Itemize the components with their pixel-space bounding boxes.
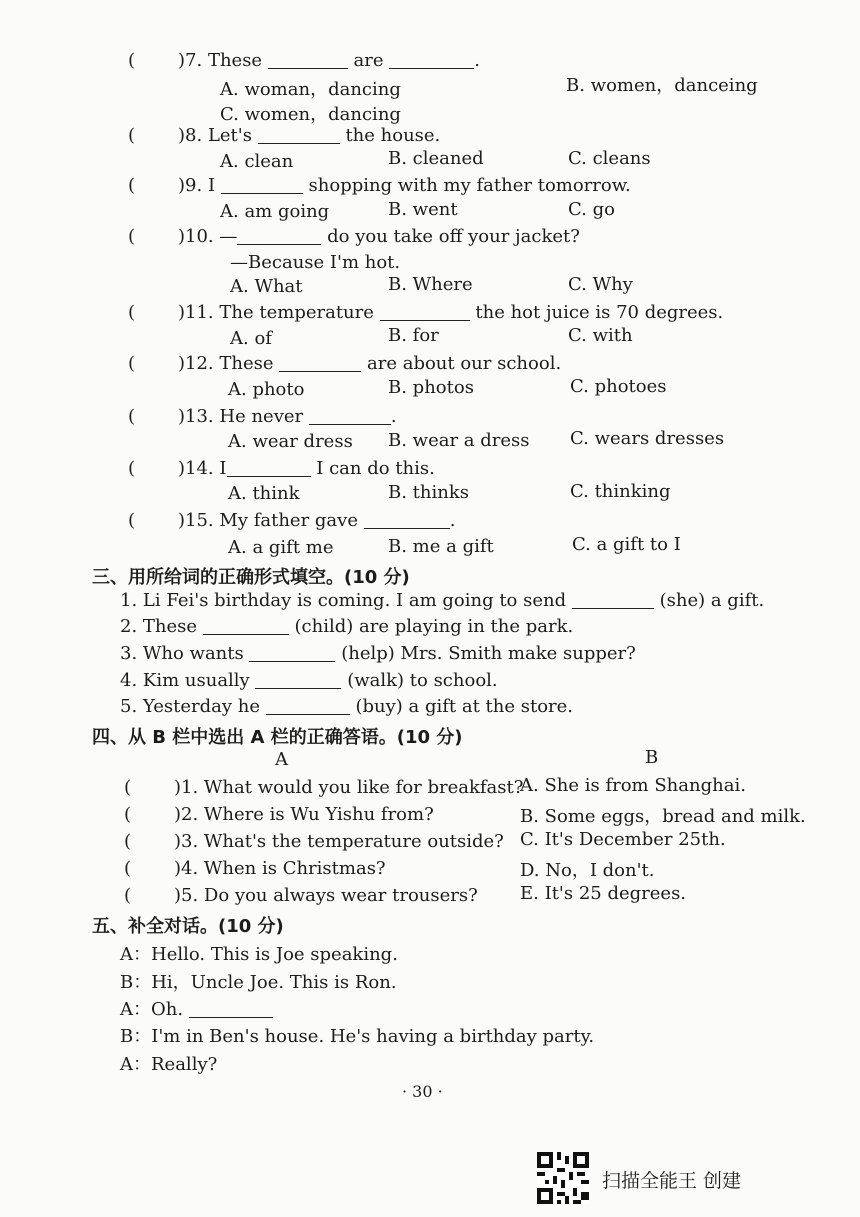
mc-question-11 [128, 302, 723, 323]
match-row-1 [124, 777, 523, 798]
question-text: Let's [207, 125, 252, 146]
option-a: A. What [230, 276, 303, 297]
answer-paren: ( [128, 226, 136, 247]
question-number: )11. [178, 302, 214, 323]
option-c: C. a gift to I [572, 534, 681, 555]
answer-paren: ( [124, 831, 132, 852]
option-a: A. of [230, 328, 272, 349]
answer-blank [249, 661, 335, 662]
option-a: A. photo [228, 379, 305, 400]
dialogue-line: B：I'm in Ben's house. He's having a birthday party. [120, 1026, 595, 1047]
question-number: )13. [178, 406, 214, 427]
question-number: )15. [178, 510, 214, 531]
option-b: B. Where [388, 274, 473, 295]
fill-item-5 [120, 696, 573, 717]
answer-blank [389, 68, 474, 69]
mc-question-14 [128, 458, 435, 479]
mc-question-7 [128, 50, 480, 71]
option-b: B. photos [388, 377, 474, 398]
option-b: B. went [388, 199, 458, 220]
item-text: 2. These [120, 616, 198, 637]
column-a-header: A [275, 749, 288, 770]
answer-blank [203, 634, 289, 635]
fill-item-1 [120, 590, 764, 611]
option-c: C. photoes [570, 376, 667, 397]
answer-blank [572, 608, 654, 609]
question-text: do you take off your jacket? [327, 226, 580, 247]
match-row-3 [124, 831, 504, 852]
question-text: . [390, 406, 397, 427]
question-number: )9. [178, 175, 203, 196]
fill-item-4 [120, 670, 498, 691]
item-text: 1. Li Fei's birthday is coming. I am going to send [120, 590, 567, 611]
question-text: shopping with my father tomorrow. [308, 175, 631, 196]
item-text: 4. Kim usually [120, 670, 250, 691]
option-a: A. woman，dancing [220, 79, 401, 100]
option-b: B. thinks [388, 482, 469, 503]
item-text: (help) Mrs. Smith make supper? [341, 643, 636, 664]
answer-paren: ( [124, 885, 132, 906]
column-b-item: B. Some eggs，bread and milk. [520, 806, 806, 827]
answer-paren: ( [124, 804, 132, 825]
answer-blank [380, 320, 470, 321]
match-row-5 [124, 885, 478, 906]
item-text: 3. Who wants [120, 643, 244, 664]
item-text: (walk) to school. [347, 670, 498, 691]
page-number: · 30 · [402, 1082, 443, 1101]
column-b-header: B [645, 747, 659, 768]
answer-paren: ( [128, 406, 136, 427]
question-text: the house. [345, 125, 441, 146]
answer-paren: ( [124, 777, 132, 798]
answer-blank [309, 424, 391, 425]
dialogue-line-with-blank [120, 995, 273, 1021]
qr-code-icon [537, 1152, 589, 1204]
question-text: I [207, 175, 216, 196]
question-number: )14. [178, 458, 214, 479]
question-text: These [207, 50, 263, 71]
answer-paren: ( [128, 353, 136, 374]
column-a-item: )3. What's the temperature outside? [174, 831, 504, 852]
question-text: He never [219, 406, 304, 427]
mc-question-15 [128, 510, 455, 531]
question-text: These [219, 353, 274, 374]
answer-blank [189, 1017, 273, 1018]
answer-paren: ( [128, 510, 136, 531]
column-a-item: )1. What would you like for breakfast? [174, 777, 524, 798]
item-text: (she) a gift. [659, 590, 765, 611]
option-a: A. am going [220, 201, 330, 222]
option-a: A. clean [220, 151, 294, 172]
answer-blank [237, 244, 321, 245]
option-c: C. Why [568, 274, 633, 295]
column-b-item: C. It's December 25th. [520, 829, 726, 850]
answer-paren: ( [128, 50, 136, 71]
question-text: The temperature [219, 302, 374, 323]
option-a: A. wear dress [228, 431, 353, 452]
question-number: )8. [178, 125, 203, 146]
answer-blank [227, 476, 311, 477]
question-text: I can do this. [316, 458, 435, 479]
dialogue-line: B：Hi，Uncle Joe. This is Ron. [120, 972, 397, 993]
option-c: C. wears dresses [570, 428, 725, 449]
column-b-item: D. No，I don't. [520, 860, 655, 881]
question-text: are about our school. [367, 353, 562, 374]
answer-blank [258, 143, 340, 144]
option-c: C. cleans [568, 148, 651, 169]
question-text: . [449, 510, 456, 531]
answer-blank [255, 688, 341, 689]
answer-paren: ( [128, 125, 136, 146]
scanner-watermark: 扫描全能王 创建 [602, 1170, 742, 1192]
mc-question-12 [128, 353, 561, 374]
section-heading: 四、从 B 栏中选出 A 栏的正确答语。(10 分) [92, 727, 463, 748]
answer-blank [221, 193, 303, 194]
answer-blank [364, 528, 450, 529]
dialogue-text: A：Oh. [120, 999, 184, 1020]
mc-question-13 [128, 406, 397, 427]
option-b: B. wear a dress [388, 430, 530, 451]
question-number: )12. [178, 353, 214, 374]
question-text: I [219, 458, 227, 479]
column-a-item: )5. Do you always wear trousers? [174, 885, 478, 906]
option-c: C. with [568, 325, 633, 346]
item-text: (buy) a gift at the store. [355, 696, 574, 717]
column-b-item: E. It's 25 degrees. [520, 883, 687, 904]
section-heading: 三、用所给词的正确形式填空。(10 分) [92, 567, 410, 588]
answer-paren: ( [124, 858, 132, 879]
fill-item-3 [120, 643, 636, 664]
mc-question-9 [128, 175, 631, 196]
fill-item-2 [120, 616, 573, 637]
option-c: C. women，dancing [220, 104, 401, 125]
answer-blank [279, 371, 361, 372]
answer-paren: ( [128, 175, 136, 196]
question-text: . [474, 50, 481, 71]
item-text: 5. Yesterday he [120, 696, 260, 717]
question-text: — [219, 226, 238, 247]
question-text: the hot juice is 70 degrees. [475, 302, 724, 323]
column-b-item: A. She is from Shanghai. [520, 775, 746, 796]
option-b: B. cleaned [388, 148, 484, 169]
column-a-item: )2. Where is Wu Yishu from? [174, 804, 434, 825]
section-heading: 五、补全对话。(10 分) [92, 916, 284, 937]
column-a-item: )4. When is Christmas? [174, 858, 386, 879]
option-a: A. a gift me [228, 537, 334, 558]
dialogue-line: A：Hello. This is Joe speaking. [120, 944, 398, 965]
option-a: A. think [228, 483, 300, 504]
mc-question-8 [128, 125, 440, 146]
answer-blank [268, 68, 348, 69]
dialogue-reply: —Because I'm hot. [230, 252, 401, 273]
match-row-2 [124, 804, 434, 825]
dialogue-line: A：Really? [120, 1054, 218, 1075]
mc-question-10 [128, 226, 580, 247]
answer-paren: ( [128, 302, 136, 323]
option-b: B. me a gift [388, 536, 494, 557]
option-b: B. for [388, 325, 439, 346]
question-number: )10. [178, 226, 214, 247]
question-number: )7. [178, 50, 203, 71]
question-text: are [353, 50, 384, 71]
option-b: B. women，danceing [566, 75, 758, 96]
option-c: C. go [568, 199, 615, 220]
question-text: My father gave [219, 510, 358, 531]
answer-paren: ( [128, 458, 136, 479]
option-c: C. thinking [570, 481, 671, 502]
match-row-4 [124, 858, 386, 879]
answer-blank [266, 714, 350, 715]
item-text: (child) are playing in the park. [294, 616, 574, 637]
